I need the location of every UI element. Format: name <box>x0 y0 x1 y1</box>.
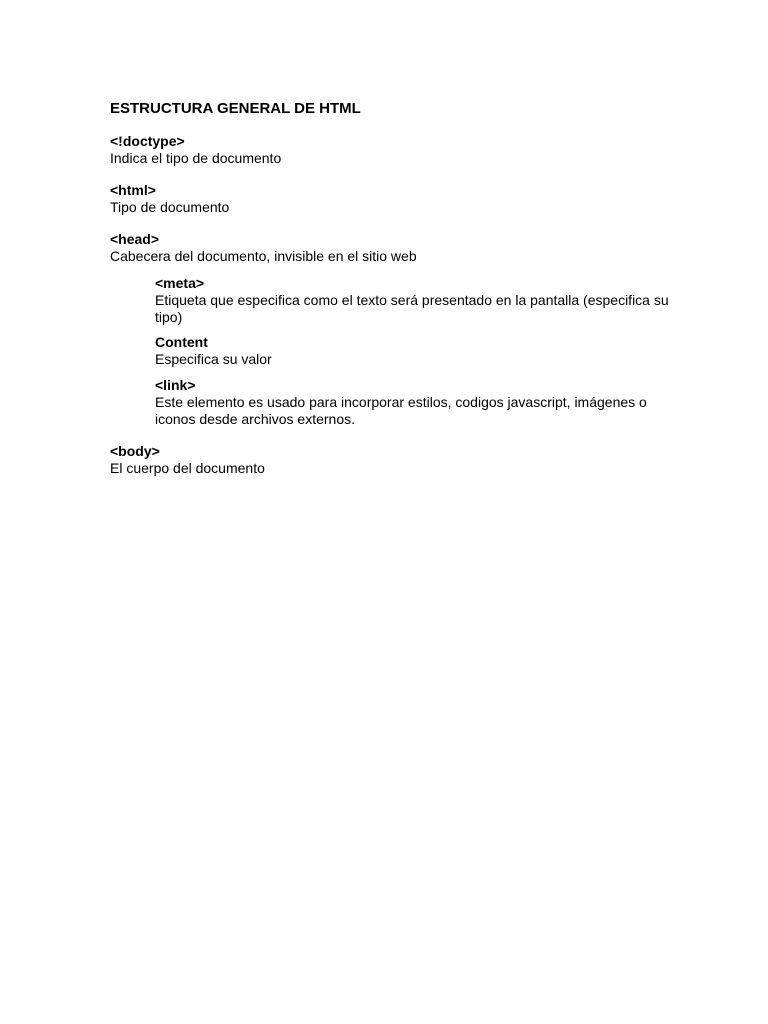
section-description: Indica el tipo de documento <box>110 150 282 166</box>
section-body <box>110 443 670 477</box>
section-description: Especifica su valor <box>155 351 272 367</box>
section-description: El cuerpo del documento <box>110 460 265 476</box>
section-term: <head> <box>110 231 160 247</box>
section-term: <!doctype> <box>110 133 185 149</box>
document-title: ESTRUCTURA GENERAL DE HTML <box>110 100 361 117</box>
section-term: <link> <box>155 377 196 393</box>
section-term: <html> <box>110 182 156 198</box>
section-term: Content <box>155 334 208 350</box>
section-head <box>110 231 670 265</box>
section-description: Cabecera del documento, invisible en el sitio web <box>110 248 417 264</box>
section-description: Tipo de documento <box>110 199 230 215</box>
section-term: <meta> <box>155 275 205 291</box>
section-content <box>155 334 670 368</box>
section-description: Este elemento es usado para incorporar estilos, codigos javascript, imágenes o iconos desde archivos externos. <box>155 394 647 427</box>
section-term: <body> <box>110 443 160 459</box>
section-description: Etiqueta que especifica como el texto será presentado en la pantalla (especifica su tipo) <box>155 292 669 325</box>
section-doctype <box>110 133 670 167</box>
section-meta <box>155 275 670 326</box>
section-link <box>155 377 670 428</box>
section-html <box>110 182 670 216</box>
